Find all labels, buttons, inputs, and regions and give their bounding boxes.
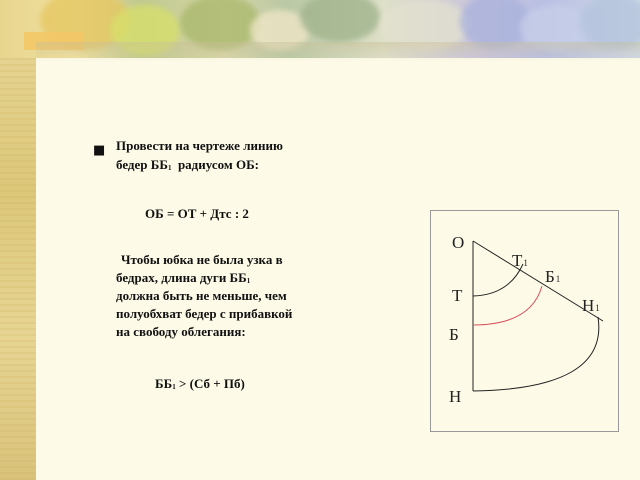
note-line-5: [116, 323, 246, 341]
point-label-t: Т: [452, 286, 463, 305]
hem-arc-h-h1: [473, 317, 599, 391]
note-text-4: полуобхват бедер с прибавкой: [116, 306, 293, 321]
note-line-1: [121, 251, 283, 269]
note-text-1: Чтобы юбка не была узка в: [121, 252, 283, 267]
formula-hip-arc-text-b: > (Сб + Пб): [175, 376, 245, 391]
skirt-drawing-panel: [430, 210, 619, 432]
hip-arc-b-b1: [473, 286, 542, 325]
instruction-text-2b: радиусом ОБ:: [171, 157, 260, 172]
formula-hip-arc-subscript: 1: [172, 383, 176, 391]
formula-radius: [145, 205, 249, 223]
bullet-marker: ■: [93, 143, 106, 158]
formula-hip-arc: [155, 375, 245, 396]
decorative-banner-shadow: [36, 42, 640, 62]
instruction-text-1: Провести на чертеже линию: [116, 138, 283, 153]
instruction-subscript: 1: [167, 164, 172, 172]
instruction-line-2: [116, 156, 259, 177]
note-text-2: бедрах, длина дуги ББ: [116, 270, 247, 285]
instruction-line-1: [116, 137, 283, 155]
point-label-t1: Т1: [512, 251, 528, 270]
note-text-3: должна быть не меньше, чем: [116, 288, 287, 303]
note-subscript: 1: [246, 277, 251, 285]
point-label-h1: Н1: [582, 296, 600, 315]
point-label-b: Б: [449, 325, 459, 344]
point-label-h: Н: [449, 387, 462, 406]
note-line-4: [116, 305, 292, 323]
formula-radius-text: ОБ = ОТ + Дтс : 2: [145, 206, 249, 221]
formula-hip-arc-text: ББ: [155, 376, 173, 391]
point-label-b1: Б1: [545, 267, 561, 286]
instruction-text-2: бедер ББ: [116, 157, 168, 172]
skirt-drawing: [431, 211, 618, 431]
note-line-3: [116, 287, 287, 305]
decorative-left-strip: [0, 0, 36, 480]
point-label-o: О: [452, 233, 465, 252]
note-text-5: на свободу облегания:: [116, 324, 246, 339]
